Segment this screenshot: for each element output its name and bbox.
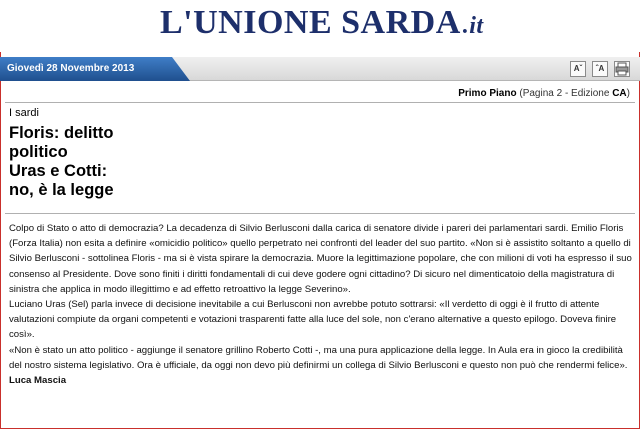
- divider-top: [5, 102, 635, 103]
- font-decrease-icon[interactable]: Aˇ: [570, 61, 586, 77]
- section-name: Primo Piano: [458, 88, 517, 99]
- article-kicker: I sardi: [9, 107, 39, 119]
- article-headline: Floris: delitto politico Uras e Cotti: no, è la legge: [9, 124, 114, 199]
- site-logo[interactable]: L'UNIONE SARDA.it: [160, 4, 484, 41]
- printer-icon[interactable]: [614, 61, 630, 77]
- toolbar: [570, 61, 630, 77]
- article-paragraph: «Non è stato un atto politico - aggiunge il senatore grillino Roberto Cotti -, ma una pura applicazione della legge. In Aula era in gioco la credibilità del nostro sistema legislativo. Ora è ufficiale, da oggi non devo più definirmi un collega di Silvio Berlusconi e questo non può che rendermi felice».: [9, 344, 628, 371]
- issue-date: Giovedì 28 Novembre 2013: [7, 63, 135, 74]
- article-paragraph: Colpo di Stato o atto di democrazia? La decadenza di Silvio Berlusconi dalla carica di senatore divide i pareri dei parlamentari sardi. Emilio Floris (Forza Italia) non esita a definire «omicidio politico» quello perpetrato nei confronti del leader del suo partito. «Non si è assistito soltanto a quello di Silvio Berlusconi - sottolinea Floris - ma si è vista spirare la democrazia. Muore la legittimazione popolare, che con milioni di voti ha espresso il suo consenso al Presidente. Dove sono finiti i diritti fondamentali di cui deve godere ogni cittadino? Di sicuro nel dimenticatoio della magistratura di sinistra che applica in modo illegittimo e ad effetto retroattivo la legge Severino».: [9, 223, 632, 295]
- divider-headline: [5, 213, 635, 214]
- article-author: Luca Mascia: [9, 375, 67, 387]
- masthead: [0, 0, 640, 52]
- section-info: Primo Piano (Pagina 2 - Edizione CA): [458, 88, 630, 99]
- date-bar: [0, 57, 640, 81]
- article-body: [9, 221, 634, 388]
- article-paragraph: Luciano Uras (Sel) parla invece di decisione inevitabile a cui Berlusconi non avrebbe potuto sottrarsi: «Il verdetto di oggi è il frutto di attente valutazioni compiute da organi competenti e votazioni trasparenti fatte alla luce del sole, non c'erano alternative a questo epilogo. Doveva finire così».: [9, 299, 617, 341]
- font-increase-icon[interactable]: ˆA: [592, 61, 608, 77]
